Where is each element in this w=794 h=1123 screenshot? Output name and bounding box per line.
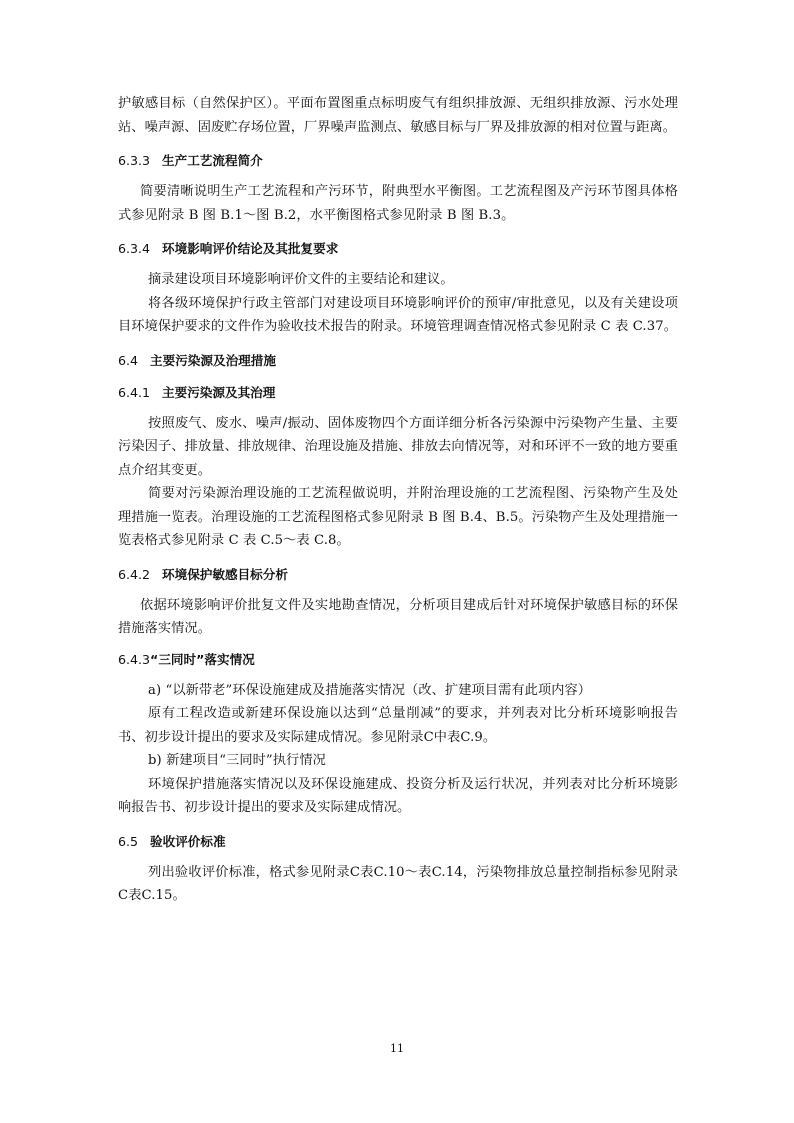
section-6-3-3-heading <box>118 151 678 171</box>
body-paragraph: 将各级环境保护行政主管部门对建设项目环境影响评价的预审/审批意见，以及有关建设项目环境保护要求的文件作为验收技术报告的附录。环境管理调查情况格式参见附录 C 表 C.37。 <box>118 295 678 334</box>
section-title: 生产工艺流程简介 <box>162 153 263 168</box>
section-title: 环境影响评价结论及其批复要求 <box>162 241 339 256</box>
section-6-4-1-heading <box>118 383 678 403</box>
section-6-4-3-heading <box>118 650 678 670</box>
section-number: 6.4 <box>118 352 139 368</box>
section-number: 6.4.3 <box>118 651 151 667</box>
section-title: 主要污染源及其治理 <box>162 384 276 400</box>
section-title: “三同时”落实情况 <box>150 651 255 667</box>
body-paragraph: 摘录建设项目环境影响评价文件的主要结论和建议。 <box>148 272 454 287</box>
body-paragraph: 环境保护措施落实情况以及环保设施建成、投资分析及运行状况，并列表对比分析环境影响报告书、初步设计提出的要求及实际建成情况。 <box>118 776 678 815</box>
section-title: 环境保护敏感目标分析 <box>162 566 288 582</box>
body-paragraph: 依据环境影响评价批复文件及实地勘查情况，分析项目建成后针对环境保护敏感目标的环保措施落实情况。 <box>118 597 678 636</box>
body-paragraph: 列出验收评价标准，格式参见附录C表C.10～表C.14，污染物排放总量控制指标参见附录C表C.15。 <box>118 864 678 903</box>
intro-paragraph: 护敏感目标（自然保护区）。平面布置图重点标明废气有组织排放源、无组织排放源、污水处理站、噪声源、固废贮存场位置，厂界噪声监测点、敏感目标与厂界及排放源的相对位置与距离。 <box>118 96 678 135</box>
body-paragraph: 按照废气、废水、噪声/振动、固体废物四个方面详细分析各污染源中污染物产生量、主要污染因子、排放量、排放规律、治理设施及措施、排放去向情况等，对和环评不一致的地方要重点介绍其变更。 <box>118 415 678 478</box>
section-title: 主要污染源及治理措施 <box>150 352 276 368</box>
section-title: 验收评价标准 <box>150 833 226 849</box>
section-6-3-4-heading <box>118 239 678 259</box>
page-content <box>118 92 678 908</box>
section-6-5-heading <box>118 832 678 852</box>
section-number: 6.3.3 <box>118 153 151 168</box>
section-number: 6.3.4 <box>118 241 151 256</box>
section-6-4-2-heading <box>118 565 678 585</box>
section-number: 6.5 <box>118 833 139 849</box>
section-number: 6.4.2 <box>118 566 151 582</box>
page-number: 11 <box>390 1042 404 1055</box>
body-paragraph: 简要清晰说明生产工艺流程和产污环节，附典型水平衡图。工艺流程图及产污环节图具体格式参见附录 B 图 B.1～图 B.2，水平衡图格式参见附录 B 图 B.3。 <box>118 184 678 223</box>
list-item-a: a) “以新带老”环保设施建成及措施落实情况（改、扩建项目需有此项内容） <box>148 682 592 698</box>
section-6-4-heading <box>118 351 678 371</box>
section-number: 6.4.1 <box>118 384 151 400</box>
body-paragraph: 原有工程改造或新建环保设施以达到“总量削减”的要求，并列表对比分析环境影响报告书、初步设计提出的要求及实际建成情况。参见附录C中表C.9。 <box>118 706 678 745</box>
body-paragraph: 简要对污染源治理设施的工艺流程做说明，并附治理设施的工艺流程图、污染物产生及处理措施一览表。治理设施的工艺流程图格式参见附录 B 图 B.4、B.5。污染物产生及处理措施一览表格式参见附录 C 表 C.5～表 C.8。 <box>118 486 678 548</box>
list-item-b: b) 新建项目“三同时”执行情况 <box>148 753 326 768</box>
